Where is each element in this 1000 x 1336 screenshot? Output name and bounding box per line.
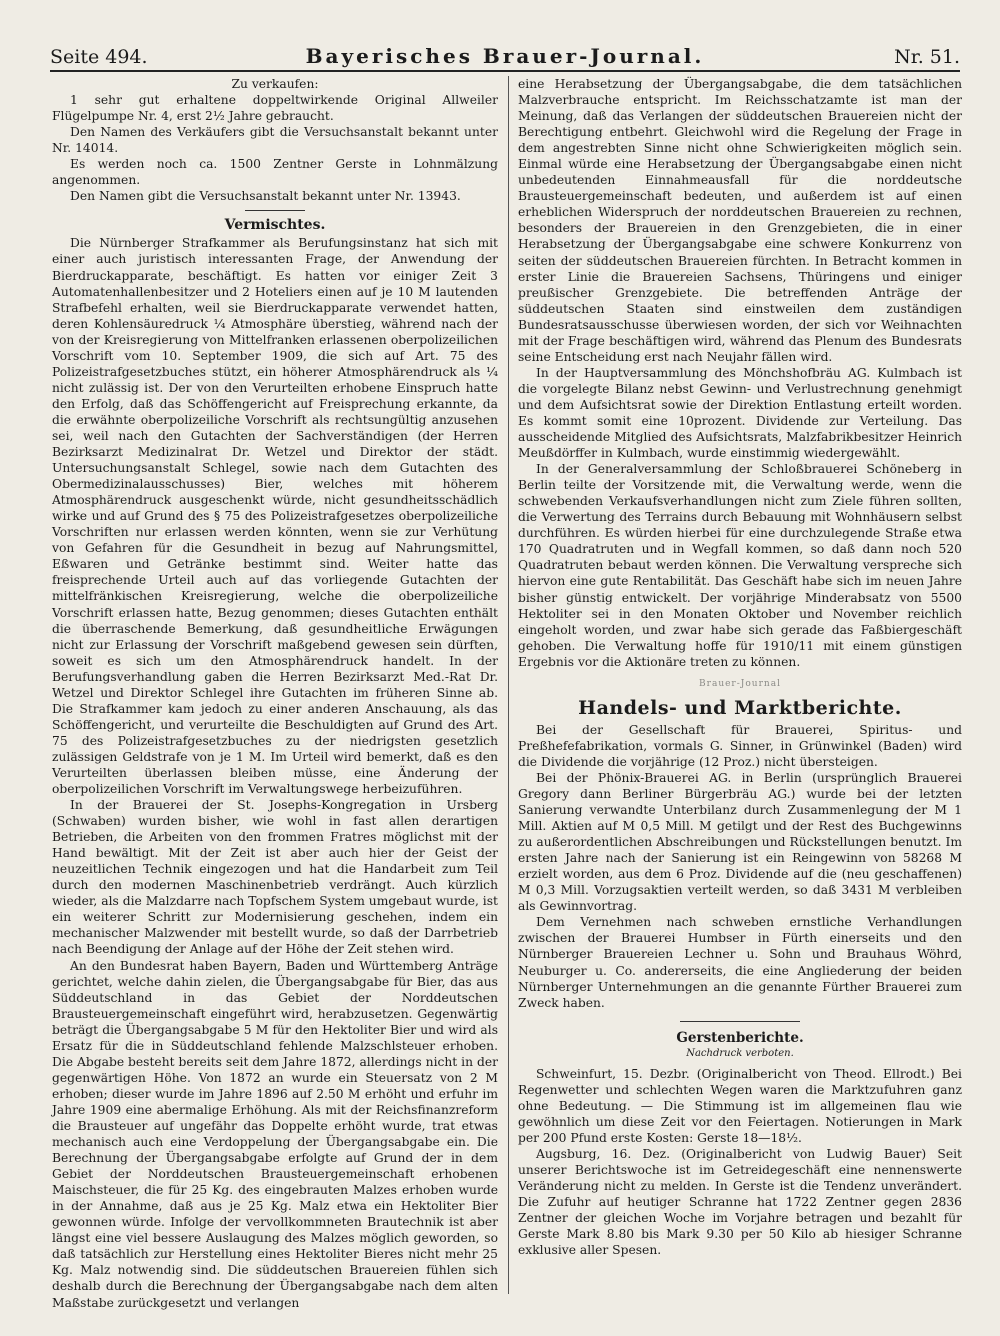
- misc-heading: Vermischtes.: [224, 217, 326, 234]
- trade-heading: Handels- und Marktberichte.: [578, 696, 902, 719]
- article-paragraph: Dem Vernehmen nach schweben ernstliche Verhandlungen zwischen der Brauerei Humbser in Fürth einerseits und den Nürnberger Brauereien Lechner u. Sohn und Brauhaus Wöhrd, Neuburger u. Co. andererseits, die eine Angliederung der beiden Nürnberger Unternehmungen an die genannte Fürther Brauerei zum Zweck haben.: [518, 915, 962, 1010]
- section-rule: [680, 1021, 800, 1022]
- journal-title: Bayerisches Brauer-Journal.: [305, 44, 705, 68]
- article-paragraph: eine Herabsetzung der Übergangsabgabe, die dem tatsächlichen Malzverbrauche entspricht. Im Reichsschatzamte ist man der Meinung, daß das Verlangen der süddeutschen Brauereien nicht der Berechtigung entbehrt. Gleichwohl wird die Regelung der Frage in dem angestrebten Sinne nicht ohne Schwierigkeiten möglich sein. Einmal würde eine Herabsetzung der Übergangsabgabe einen nicht unbedeutenden Einnahmeausfall für die norddeutsche Brausteuergemeinschaft bedeuten, und außerdem ist auf einen erheblichen Widerspruch der norddeutschen Brauereien zu rechnen, besonders der Brauereien in den Grenzgebieten, die in einer Herabsetzung der Übergangsabgabe eine schwere Konkurrenz von seiten der süddeutschen Brauereien fürchten. In Betracht kommen in erster Linie die Brauereien Sachsens, Thüringens und einiger preußischer Grenzgebiete. Die betreffenden Anträge der süddeutschen Staaten sind einstweilen dem zuständigen Bundesratsausschusse überwiesen worden, der sich vor Weihnachten mit der Frage beschäftigen wird, während das Plenum des Bundesrats seine Entscheidung erst nach Neujahr fällen wird.: [518, 77, 962, 364]
- sale-text: Den Namen des Verkäufers gibt die Versuchsanstalt bekannt unter Nr. 14014.: [52, 125, 498, 156]
- article-paragraph: Schweinfurt, 15. Dezbr. (Originalbericht von Theod. Ellrodt.) Bei Regenwetter und schlechten Wegen waren die Marktzufuhren ganz ohne Bedeutung. — Die Stimmung ist im allgemeinen flau wie gewöhnlich um diese Zeit vor den Feiertagen. Notierungen in Mark per 200 Pfund erste Kosten: Gerste 18—18½.: [518, 1066, 962, 1145]
- column-divider: [508, 76, 509, 1294]
- article-paragraph: Augsburg, 16. Dez. (Originalbericht von Ludwig Bauer) Seit unserer Berichtswoche ist im Getreidegeschäft eine nennenswerte Veränderung nicht zu melden. In Gerste ist die Tendenz unverändert. Die Zufuhr auf heutiger Schranne hat 1722 Zentner gegen 2836 Zentner der gleichen Woche im Vorjahre betragen und bezahlt für Gerste Mark 8.80 bis Mark 9.30 per 50 Kilo ab hiesiger Schranne exklusive aller Spesen.: [518, 1147, 962, 1258]
- sale-heading: Zu verkaufen:: [231, 77, 319, 91]
- right-column: [518, 76, 962, 1258]
- issue-number: Nr. 51.: [894, 46, 960, 68]
- article-paragraph: An den Bundesrat haben Bayern, Baden und Württemberg Anträge gerichtet, welche dahin zielen, die Übergangsabgabe für Bier, das aus Süddeutschland in das Gebiet der Norddeutschen Brausteuergemeinschaft eingeführt wird, herabzusetzen. Gegenwärtig beträgt die Übergangsabgabe 5 M für den Hektoliter Bier und wird als Ersatz für die in Süddeutschland fehlende Malzschlsteuer erhoben. Die Abgabe besteht bereits seit dem Jahre 1872, allerdings nicht in der gegenwärtigen Höhe. Von 1872 an wurde ein Steuersatz von 2 M erhoben; dieser wurde im Jahre 1896 auf 2.50 M erhöht und erfuhr im Jahre 1909 eine abermalige Erhöhung. Als mit der Reichsfinanzreform die Brausteuer auf ungefähr das Doppelte erhöht wurde, trat etwas mechanisch auch eine Verdoppelung der Übergangsabgabe ein. Die Berechnung der Übergangsabgabe erfolgte auf Grund der in dem Gebiet der Norddeutschen Brausteuergemeinschaft erhobenen Maischsteuer, die für 25 Kg. des eingebrauten Malzes erhoben wurde in der Annahme, daß aus je 25 Kg. Malz etwa ein Hektoliter Bier gewonnen würde. Infolge der vervollkommneten Brautechnik ist aber längst eine viel bessere Auslaugung des Malzes möglich geworden, so daß tatsächlich zur Herstellung eines Hektoliter Bieres nicht mehr 25 Kg. Malz notwendig sind. Die süddeutschen Brauereien fühlen sich deshalb durch die Berechnung der Übergangsabgabe nach dem alten Maßstabe zurückgesetzt und verlangen: [52, 958, 498, 1310]
- left-column: [52, 76, 498, 1311]
- reprint-note: Nachdruck verboten.: [686, 1047, 794, 1059]
- barley-heading: Gerstenberichte.: [676, 1029, 804, 1046]
- article-paragraph: Die Nürnberger Strafkammer als Berufungsinstanz hat sich mit einer auch juristisch interessanten Frage, der Anwendung der Bierdruckapparate, beschäftigt. Es hatten vor einiger Zeit 3 Automatenhallenbesitzer und 2 Hoteliers einen auf je 10 M lautenden Strafbefehl erhalten, weil sie Bierdruckapparate verwendet hatten, deren Kohlensäuredruck ¼ Atmosphäre überstieg, während nach der von der Kreisregierung von Mittelfranken erlassenen oberpolizeilichen Vorschrift vom 10. September 1909, die sich auf Art. 75 des Polizeistrafgesetzbuches stützt, ein höherer Atmosphärendruck als ¼ nicht zulässig ist. Der von den Verurteilten erhobene Einspruch hatte den Erfolg, daß das Schöffengericht auf Freisprechung erkannte, da die erwähnte oberpolizeiliche Vorschrift als rechtsungültig anzusehen sei, weil nach den Gutachten der Sachverständigen (der Herren Bezirksarzt Medizinalrat Dr. Wetzel und Direktor der städt. Untersuchungsanstalt Schlegel, sowie nach dem Gutachten des Obermedizinalausschusses) Bier, welches mit höherem Atmosphärendruck ausgeschenkt würde, nicht gesundheitsschädlich wirke und auf Grund des § 75 des Polizeistrafgesetzes oberpolizeiliche Vorschriften nur erlassen werden könnten, wenn sie zur Verhütung von Gefahren für die Gesundheit in bezug auf Nahrungsmittel, Eßwaren und Getränke bestimmt sind. Weiter hatte das freisprechende Urteil auch auf das vorliegende Gutachten der mittelfränkischen Kreisregierung, welche die oberpolizeiliche Vorschrift erlassen hatte, Bezug genommen; dieses Gutachten enthält die überraschende Bemerkung, daß gesundheitliche Erwägungen nicht zur Erlassung der Vorschrift maßgebend gewesen sein dürften, soweit es sich um den Atmosphärendruck handelt. In der Berufungsverhandlung gaben die Herren Bezirksarzt Med.-Rat Dr. Wetzel und Direktor Schlegel ihre Gutachten im früheren Sinne ab. Die Strafkammer kam jedoch zu einer anderen Anschauung, als das Schöffengericht, und verurteilte die Beschuldigten auf Grund des Art. 75 des Polizeistrafgesetzbuches zu der niedrigsten gesetzlich zulässigen Geldstrafe von je 1 M. Im Urteil wird bemerkt, daß es den Verurteilten überlassen bleiben müsse, eine Änderung der oberpolizeilichen Vorschrift im Verwaltungswege herbeizuführen.: [52, 236, 498, 797]
- article-paragraph: Bei der Phönix-Brauerei AG. in Berlin (ursprünglich Brauerei Gregory dann Berliner Bürgerbräu AG.) wurde bei der letzten Sanierung verwandte Unterbilanz durch Zusammenlegung der M 1 Mill. Aktien auf M 0,5 Mill. M getilgt und der Rest des Buchgewinns zu außerordentlichen Abschreibungen und Rückstellungen benutzt. Im ersten Jahre nach der Sanierung ist ein Reingewinn von 58268 M erzielt worden, aus dem 6 Proz. Dividende auf die (neu geschaffenen) M 0,3 Mill. Vorzugsaktien verteilt werden, so daß 3431 M verbleiben als Gewinnvortrag.: [518, 770, 962, 914]
- sale-text: 1 sehr gut erhaltene doppeltwirkende Original Allweiler Flügelpumpe Nr. 4, erst 2½ Jahre gebraucht.: [52, 93, 498, 124]
- article-paragraph: Bei der Gesellschaft für Brauerei, Spiritus- und Preßhefefabrikation, vormals G. Sinner, in Grünwinkel (Baden) wird die Dividende die vorjährige (12 Proz.) nicht übersteigen.: [518, 722, 962, 769]
- page-header: [50, 40, 960, 72]
- sale-text: Den Namen gibt die Versuchsanstalt bekannt unter Nr. 13943.: [70, 189, 461, 204]
- faded-stamp: Brauer-Journal: [699, 678, 781, 689]
- page-number: Seite 494.: [50, 46, 148, 68]
- article-paragraph: In der Hauptversammlung des Mönchshofbräu AG. Kulmbach ist die vorgelegte Bilanz nebst Gewinn- und Verlustrechnung genehmigt und dem Aufsichtsrat sowie der Direktion Entlastung erteilt worden. Es kommt somit eine 10prozent. Dividende zur Verteilung. Das ausscheidende Mitglied des Aufsichtsrats, Malzfabrikbesitzer Heinrich Meußdörffer in Kulmbach, wurde einstimmig wiedergewählt.: [518, 365, 962, 461]
- article-paragraph: In der Generalversammlung der Schloßbrauerei Schöneberg in Berlin teilte der Vorsitzende mit, die Verwaltung werde, wenn die schwebenden Verkaufsverhandlungen nicht zum Ziele führen sollten, die Verwertung des Terrains durch Bebauung mit Wohnhäusern selbst durchführen. Es würden hierbei für eine durchzulegende Straße etwa 170 Quadratruten und in Wegfall kommen, so daß dann noch 520 Quadratruten bebaut werden können. Die Verwaltung verspreche sich hiervon eine gute Rentabilität. Das Geschäft habe sich im neuen Jahre bisher günstig entwickelt. Der vorjährige Minderabsatz von 5500 Hektoliter sei in den Monaten Oktober und November reichlich eingeholt worden, und zwar habe sich gerade das Faßbiergeschäft gehoben. Die Verwaltung hoffe für 1910/11 mit einem günstigen Ergebnis vor die Aktionäre treten zu können.: [518, 462, 962, 669]
- section-rule: [245, 210, 305, 211]
- article-paragraph: In der Brauerei der St. Josephs-Kongregation in Ursberg (Schwaben) wurden bisher, wie wohl in fast allen derartigen Betrieben, die Arbeiten von den frommen Fratres möglichst mit der Hand bewältigt. Mit der Zeit ist aber auch hier der Geist der neuzeitlichen Technik eingezogen und hat die Handarbeit zum Teil durch den modernen Maschinenbetrieb verdrängt. Auch kürzlich wieder, als die Malzdarre nach Topfschem System umgebaut wurde, ist ein weiterer Schritt zur Modernisierung geschehen, indem ein mechanischer Malzwender mit bestellt wurde, so daß der Darrbetrieb nach Beendigung der Anlage auf der Höhe der Zeit stehen wird.: [52, 798, 498, 957]
- sale-text: Es werden noch ca. 1500 Zentner Gerste in Lohnmälzung angenommen.: [52, 157, 498, 188]
